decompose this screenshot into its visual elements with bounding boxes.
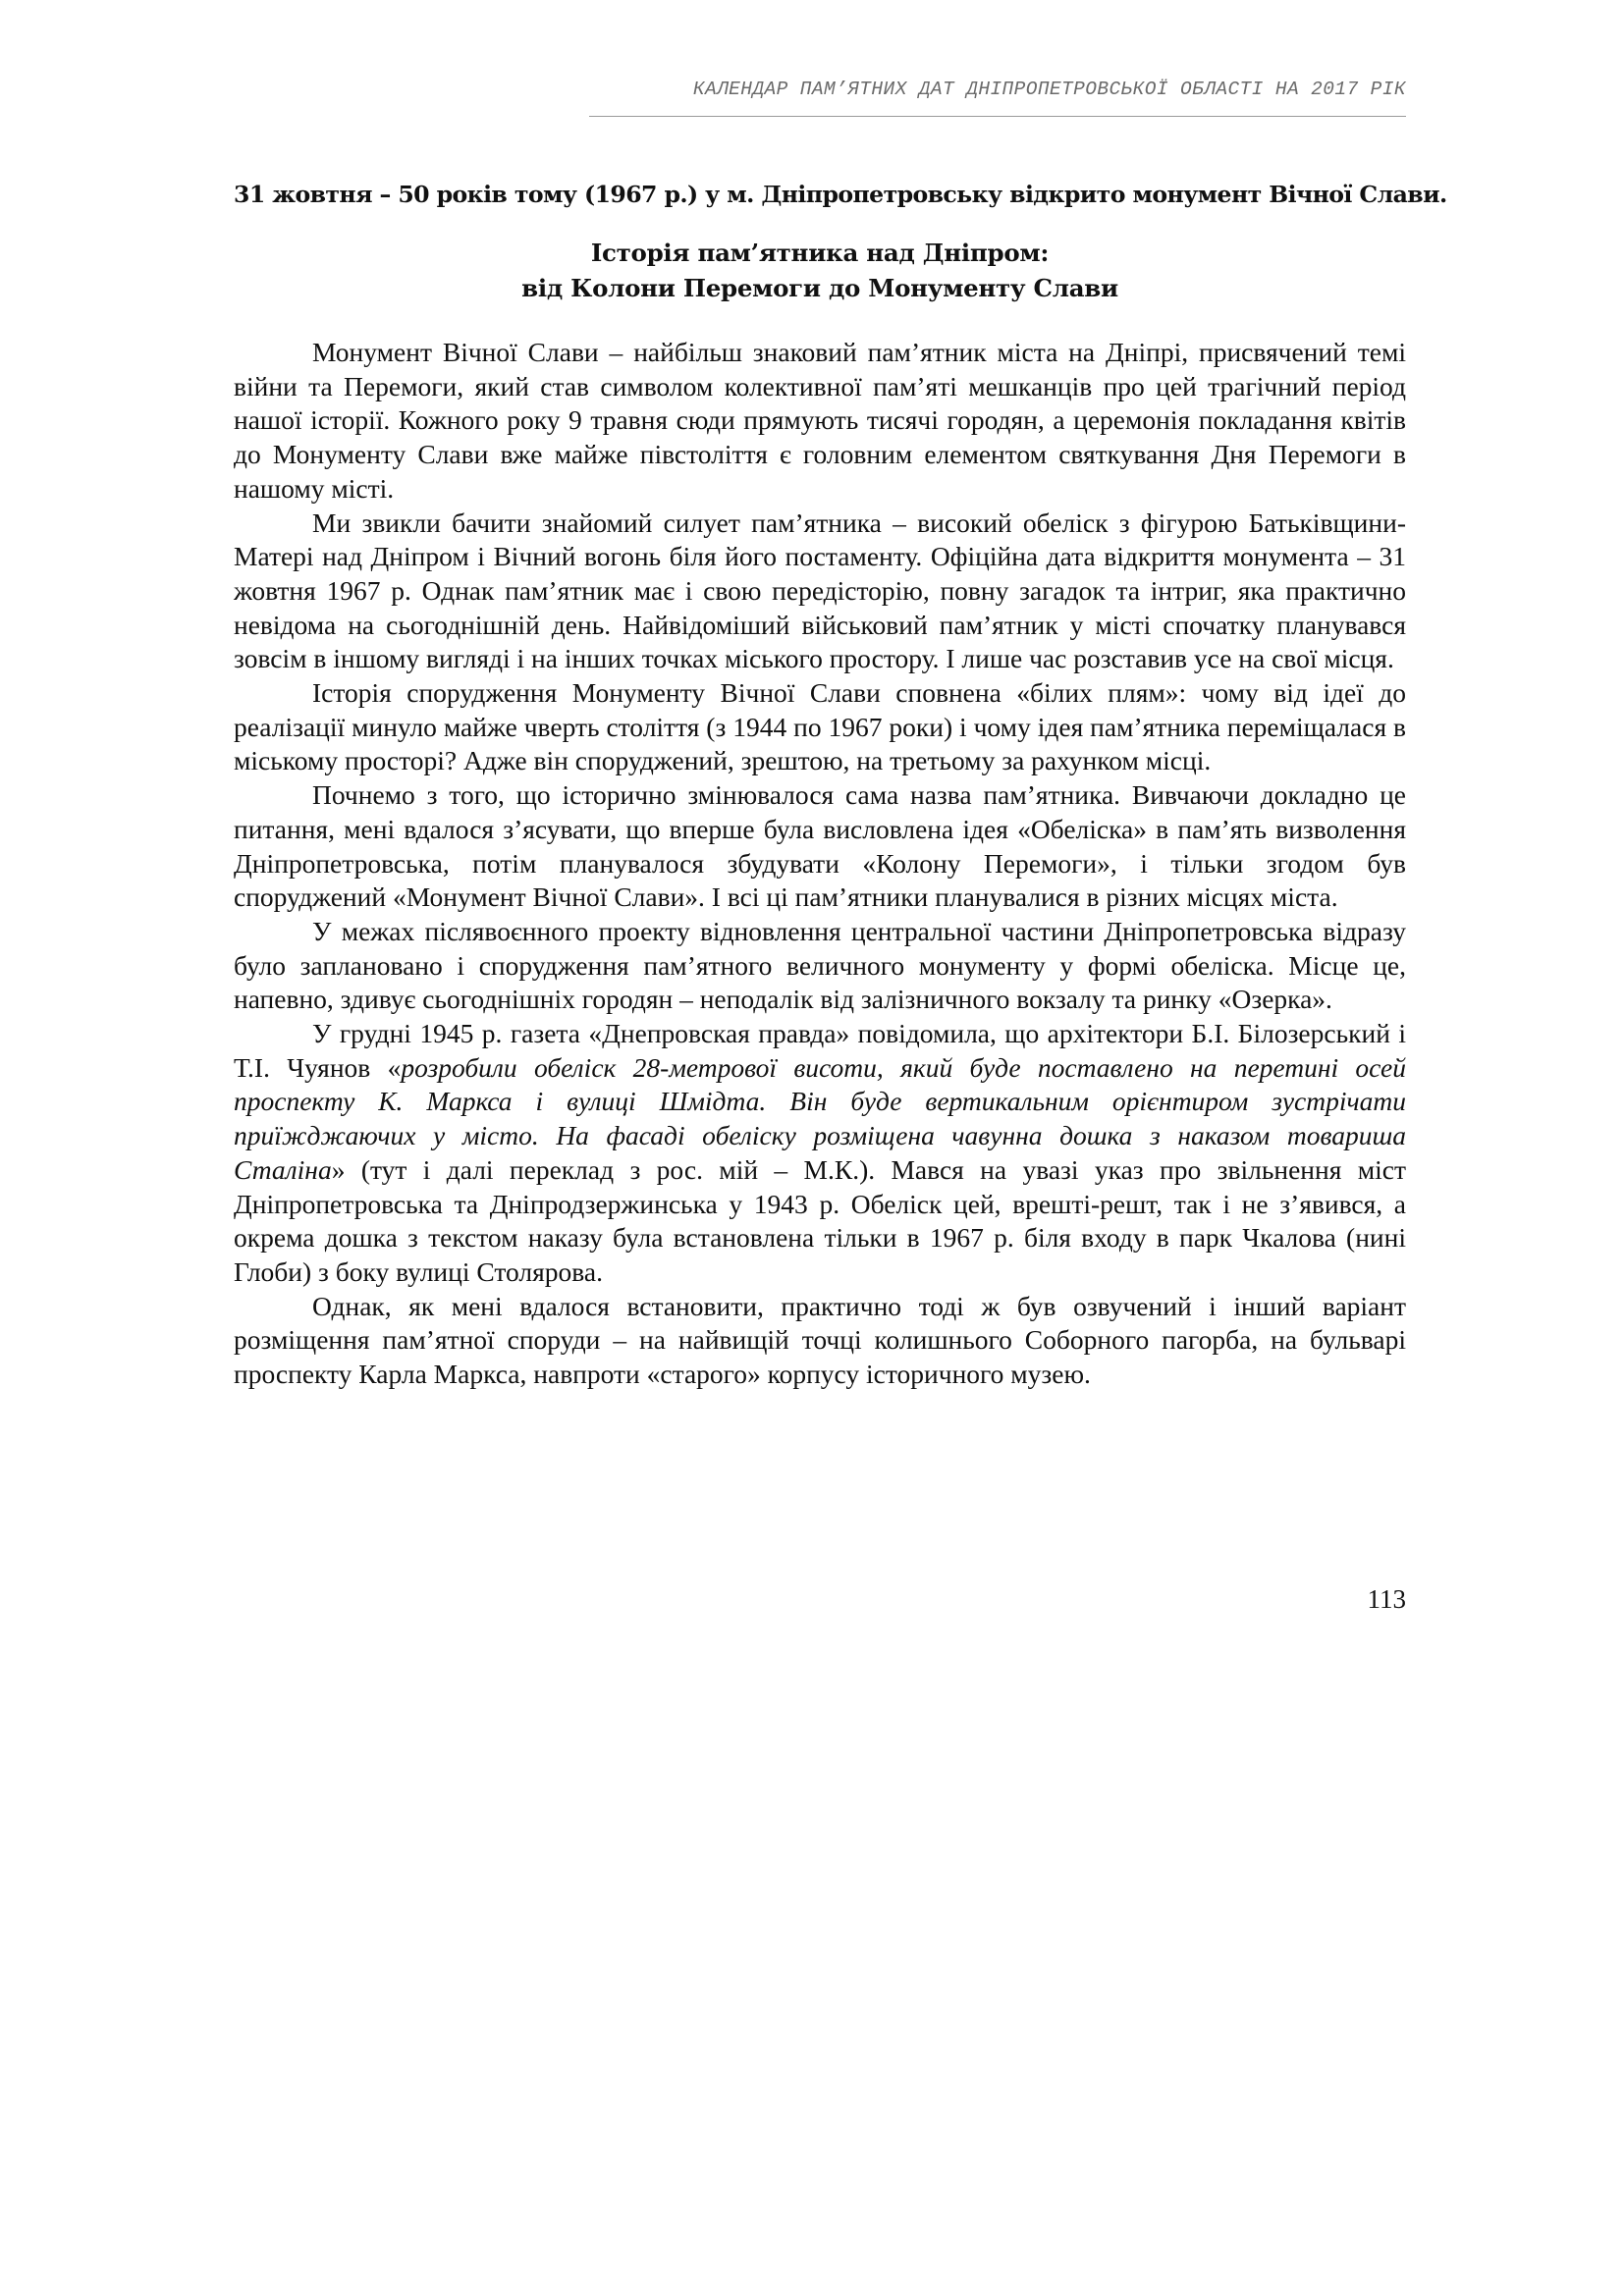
paragraph-5: У межах післявоєнного проекту відновлення центральної частини Дніпропетровська відразу було заплановано і спорудження пам’ятного величного монументу у формі обеліска. Місце це, напевно, здивує сьогоднішніх городян – неподалік від залізничного вокзалу та ринку «Озерка». <box>234 915 1406 1015</box>
paragraph-1: Монумент Вічної Слави – найбільш знаковий пам’ятник міста на Дніпрі, присвячений темі війни та Перемоги, який став символом колективної пам’яті мешканців про цей трагічний період нашої історії. Кожного року 9 травня сюди прямують тисячі городян, а церемонія покладання квітів до Монументу Слави вже майже півстоліття є головним елементом святкування Дня Перемоги в нашому місті. <box>234 337 1406 504</box>
article-title <box>234 236 1406 306</box>
paragraph-6-intro: У грудні 1945 р. газета «Днепровская правда» повідомила, що архітектори Б.І. Білозерський і Т.І. Чуянов « <box>234 1018 1406 1083</box>
paragraph-6-rest: » (тут і далі переклад з рос. мій – М.К.). Мався на увазі указ про звільнення міст Дніпропетровська та Дніпродзержинська у 1943 р. Обеліск цей, врешті-решт, так і не з’явився, а окрема дошка з текстом наказу була встановлена тільки в 1967 р. біля входу в парк Чкалова (нині Глоби) з боку вулиці Столярова. <box>234 1153 1406 1287</box>
header-rule <box>589 116 1406 117</box>
running-header: КАЛЕНДАР ПАМ’ЯТНИХ ДАТ ДНІПРОПЕТРОВСЬКОЇ ОБЛАСТІ НА 2017 РІК <box>692 79 1406 100</box>
paragraph-2: Ми звикли бачити знайомий силует пам’ятника – високий обеліск з фігурою Батьківщини-Матері над Дніпром і Вічний вогонь біля його постаменту. Офіційна дата відкриття монумента – 31 жовтня 1967 р. Однак пам’ятник має і свою передісторію, повну загадок та інтриг, яка практично невідома на сьогоднішній день. Найвідоміший військовий пам’ятник у місті спочатку планувався зовсім в іншому вигляді і на інших точках міського простору. І лише час розставив усе на свої місця. <box>234 507 1406 674</box>
paragraph-4: Почнемо з того, що історично змінювалося сама назва пам’ятника. Вивчаючи докладно це питання, мені вдалося з’ясувати, що вперше була висловлена ідея «Обеліска» в пам’ять визволення Дніпропетровська, потім планувалося збудувати «Колону Перемоги», і тільки згодом був споруджений «Монумент Вічної Слави». І всі ці пам’ятники планувалися в різних місцях міста. <box>234 779 1406 913</box>
article-title-line-1: Історія пам’ятника над Дніпром: <box>590 239 1050 267</box>
page-number: 113 <box>1367 1584 1406 1614</box>
article-title-line-2: від Колони Перемоги до Монументу Слави <box>521 274 1118 302</box>
article-body <box>234 336 1406 1392</box>
paragraph-6 <box>234 1017 1406 1290</box>
paragraph-3: Історія спорудження Монументу Вічної Слави сповнена «білих плям»: чому від ідеї до реалізації минуло майже чверть століття (з 1944 по 1967 роки) і чому ідея пам’ятника переміщалася в міському просторі? Адже він споруджений, зрештою, на третьому за рахунком місці. <box>234 677 1406 776</box>
newspaper-quote: розробили обеліск 28-метрової висоти, який буде поставлено на перетині осей проспекту К. Маркса і вулиці Шмідта. Він буде вертикальним орієнтиром зустрічати приїжджаючих у місто. На фасаді обеліску розміщена чавунна дошка з наказом товариша Сталіна <box>234 1051 1406 1185</box>
paragraph-7: Однак, як мені вдалося встановити, практично тоді ж був озвучений і інший варіант розміщення пам’ятної споруди – на найвищій точці колишнього Соборного пагорба, на бульварі проспекту Карла Маркса, навпроти «старого» корпусу історичного музею. <box>234 1290 1406 1390</box>
date-line: 31 жовтня – 50 років тому (1967 р.) у м. Дніпропетровську відкрито монумент Вічної Слави. <box>234 181 1447 208</box>
